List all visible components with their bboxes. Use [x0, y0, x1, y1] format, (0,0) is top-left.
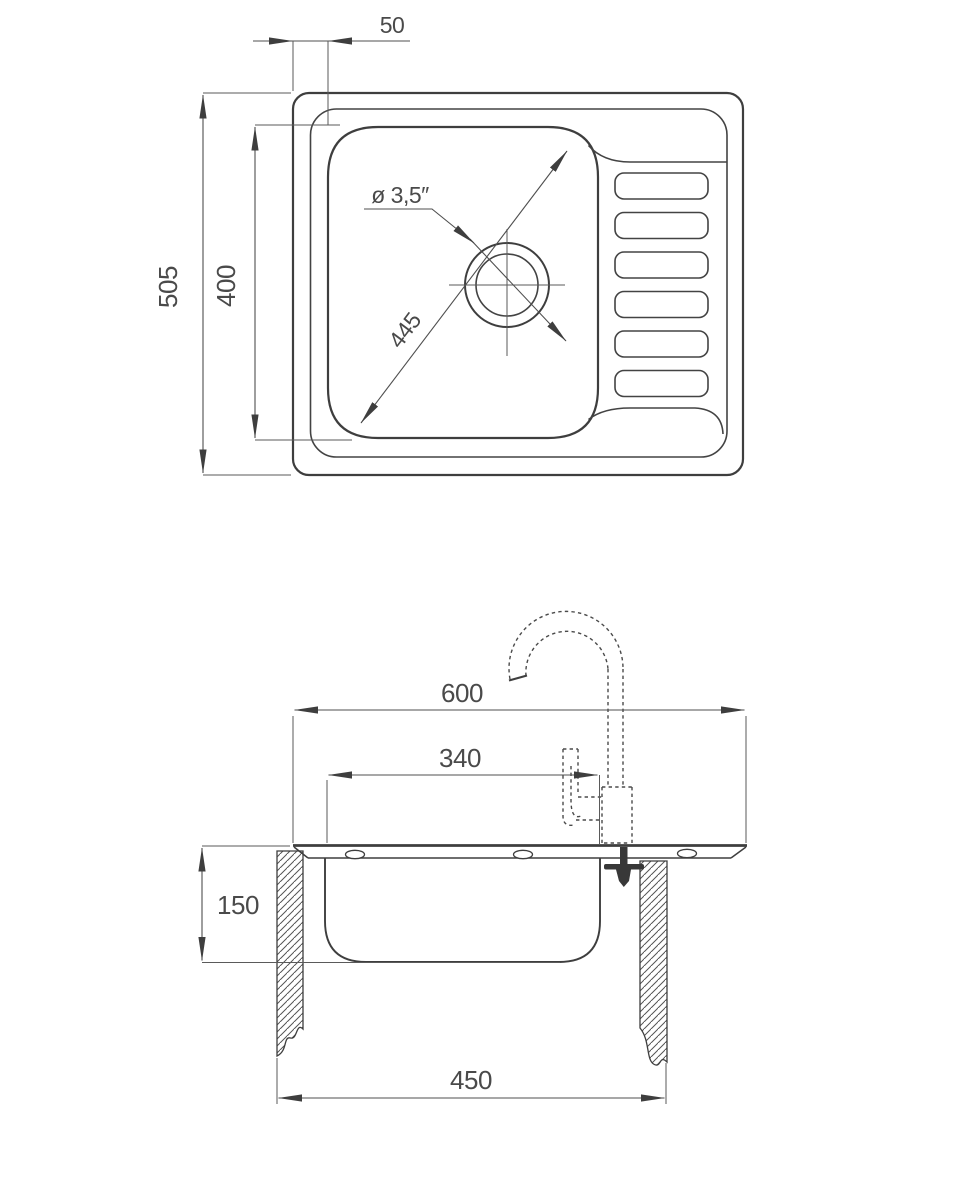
drainer-top-boundary: [589, 146, 728, 163]
bowl-height-dimension: [202, 846, 560, 963]
tap-washer: [604, 864, 644, 870]
bowl-depth-label: 400: [211, 265, 241, 307]
front-view: [202, 611, 747, 1104]
drainer-rib: [615, 331, 708, 357]
drainer-rib: [615, 173, 708, 199]
overall-depth-label: 505: [153, 266, 183, 308]
cutout-width-dimension: [277, 1058, 666, 1104]
rim-right-fold: [731, 847, 746, 858]
tap-offset-dimension: [327, 743, 600, 845]
drain-label-leader: [364, 209, 474, 243]
mounting-clip: [514, 850, 533, 858]
drainer-rib: [615, 252, 708, 278]
bowl-outline: [328, 127, 598, 438]
mounting-clip: [678, 849, 697, 857]
faucet-body: [602, 787, 632, 843]
sink-outline-top-view: [293, 93, 743, 475]
cabinet-right-panel: [640, 861, 667, 1065]
rim-offset-dimension: [253, 12, 410, 125]
faucet-spout-inner-arc: [526, 631, 608, 676]
faucet-phantom: [509, 611, 632, 843]
bowl-depth-dimension: [211, 125, 352, 440]
bowl-height-label: 150: [217, 890, 259, 920]
drainer-rib: [615, 292, 708, 318]
drainer-rib: [615, 213, 708, 239]
overall-width-label: 600: [441, 678, 483, 708]
drainer-ribs: [615, 173, 708, 397]
overall-width-dimension: [293, 678, 746, 843]
mounting-clip: [346, 850, 365, 858]
cutout-width-label: 450: [450, 1065, 492, 1095]
drain-diameter-label: ø 3,5″: [371, 182, 429, 208]
rim-offset-label: 50: [379, 12, 405, 38]
faucet-spout-column: [608, 669, 623, 787]
cabinet-left-panel: [277, 851, 303, 1056]
top-view: [153, 12, 743, 475]
drainer-bottom-boundary: [589, 408, 724, 434]
bowl-diagonal-label: 445: [383, 307, 427, 353]
tap-offset-label: 340: [439, 743, 481, 773]
bowl-section: [325, 858, 600, 962]
tap-fixing-hardware: [604, 847, 644, 887]
faucet-spout-outlet: [509, 676, 527, 681]
drainer-rib: [615, 371, 708, 397]
faucet-handle: [563, 749, 602, 825]
tap-nut: [616, 870, 631, 888]
